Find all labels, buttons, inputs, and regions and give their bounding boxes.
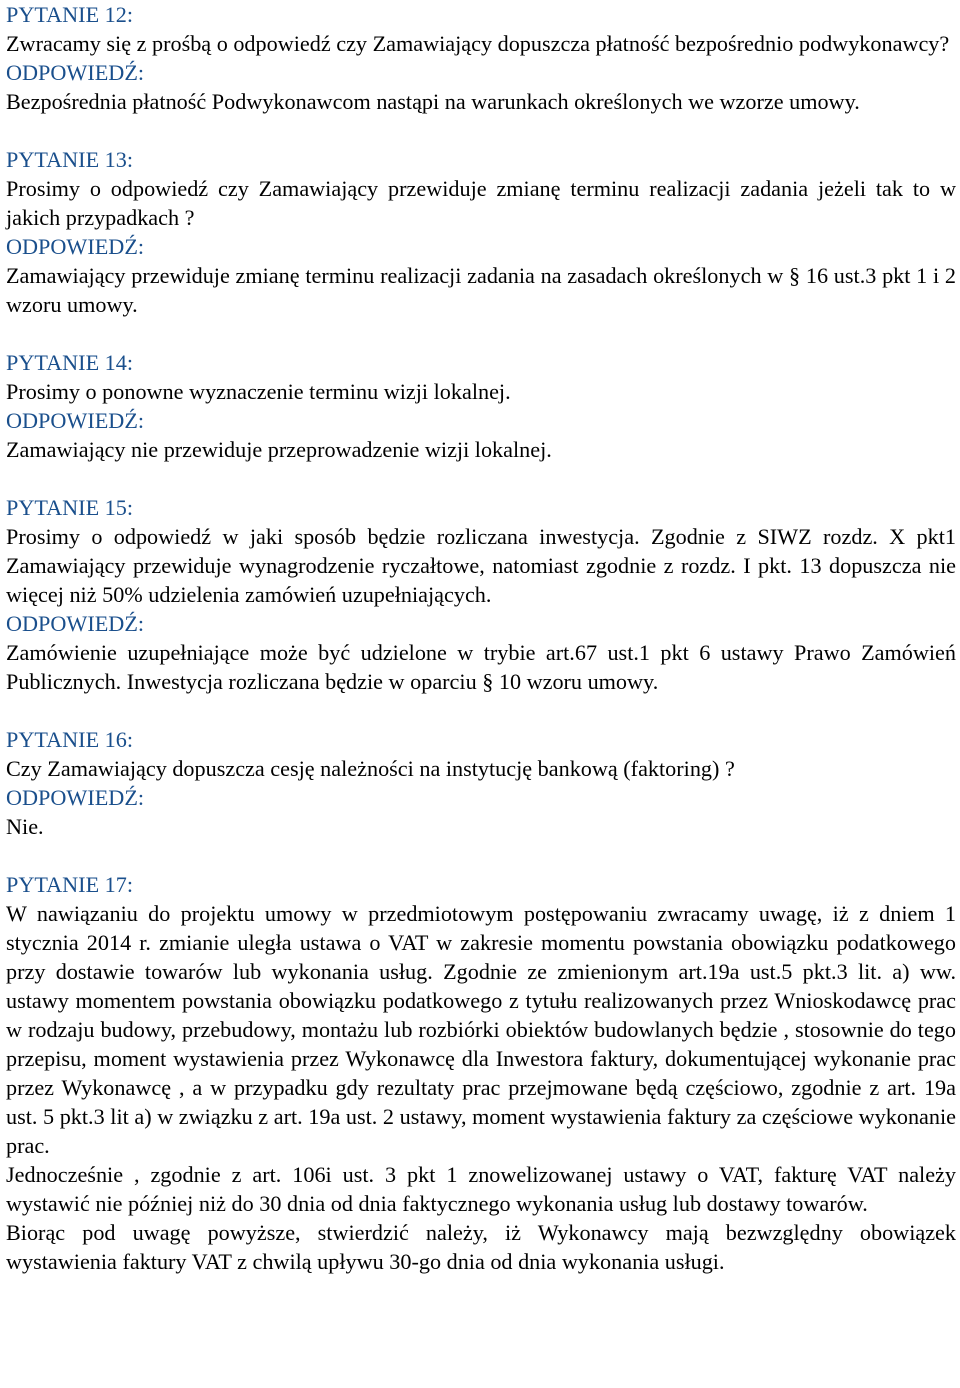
question-13-section	[6, 145, 956, 319]
question-15-section	[6, 493, 956, 696]
document-page	[6, 0, 956, 1276]
question-17-paragraph-2: Jednocześnie , zgodnie z art. 106i ust. 3 pkt 1 znowelizowanej ustawy o VAT, fakturę VAT należy wystawić nie później niż do 30 dnia od dnia faktycznego wykonania usług lub dostawy towarów.	[6, 1162, 956, 1216]
question-12-text: Zwracamy się z prośbą o odpowiedź czy Zamawiający dopuszcza płatność bezpośrednio podwykonawcy?	[6, 31, 950, 56]
question-16-section	[6, 725, 956, 841]
question-15-label: PYTANIE 15:	[6, 495, 134, 520]
answer-12-text: Bezpośrednia płatność Podwykonawcom nastąpi na warunkach określonych we wzorze umowy.	[6, 89, 860, 114]
question-13-label: PYTANIE 13:	[6, 147, 134, 172]
answer-14-label: ODPOWIEDŹ:	[6, 408, 145, 433]
question-14-label: PYTANIE 14:	[6, 350, 134, 375]
question-17-paragraph-1: W nawiązaniu do projektu umowy w przedmiotowym postępowaniu zwracamy uwagę, iż z dniem 1 stycznia 2014 r. zmianie uległa ustawa o VAT w zakresie momentu powstania obowiązku podatkowego przy dostawie towarów lub wykonania usług. Zgodnie ze zmienionym art.19a ust.5 pkt.3 lit. a) ww. ustawy momentem powstania obowiązku podatkowego z tytułu realizowanych przez Wnioskodawcę prac w rodzaju budowy, przebudowy, montażu lub rozbiórki obiektów budowlanych będzie , stosownie do tego przepisu, moment wystawienia przez Wykonawcę dla Inwestora faktury, dokumentującej wykonanie prac przez Wykonawcę , a w przypadku gdy rezultaty prac przejmowane będą częściowo, zgodnie z art. 19a ust. 5 pkt.3 lit a) w związku z art. 19a ust. 2 ustawy, moment wystawienia faktury za częściowe wykonanie prac.	[6, 901, 956, 1158]
question-12-section	[6, 0, 956, 116]
answer-14-text: Zamawiający nie przewiduje przeprowadzenie wizji lokalnej.	[6, 437, 552, 462]
question-14-text: Prosimy o ponowne wyznaczenie terminu wizji lokalnej.	[6, 379, 511, 404]
question-17-paragraph-3: Biorąc pod uwagę powyższe, stwierdzić należy, iż Wykonawcy mają bezwzględny obowiązek wystawienia faktury VAT z chwilą upływu 30-go dnia od dnia wykonania usługi.	[6, 1220, 956, 1274]
answer-13-label: ODPOWIEDŹ:	[6, 234, 145, 259]
question-15-text: Prosimy o odpowiedź w jaki sposób będzie rozliczana inwestycja. Zgodnie z SIWZ rozdz. X pkt1 Zamawiający przewiduje wynagrodzenie ryczałtowe, natomiast zgodnie z rozdz. I pkt. 13 dopuszcza nie więcej niż 50% udzielenia zamówień uzupełniających.	[6, 524, 956, 607]
question-12-label: PYTANIE 12:	[6, 2, 134, 27]
question-16-label: PYTANIE 16:	[6, 727, 134, 752]
answer-16-text: Nie.	[6, 814, 44, 839]
question-17-label: PYTANIE 17:	[6, 872, 134, 897]
answer-12-label: ODPOWIEDŹ:	[6, 60, 145, 85]
answer-15-text: Zamówienie uzupełniające może być udzielone w trybie art.67 ust.1 pkt 6 ustawy Prawo Zamówień Publicznych. Inwestycja rozliczana będzie w oparciu § 10 wzoru umowy.	[6, 640, 956, 694]
question-17-section	[6, 870, 956, 1276]
question-13-text: Prosimy o odpowiedź czy Zamawiający przewiduje zmianę terminu realizacji zadania jeżeli tak to w jakich przypadkach ?	[6, 176, 956, 230]
answer-16-label: ODPOWIEDŹ:	[6, 785, 145, 810]
question-16-text: Czy Zamawiający dopuszcza cesję należności na instytucję bankową (faktoring) ?	[6, 756, 735, 781]
answer-15-label: ODPOWIEDŹ:	[6, 611, 145, 636]
answer-13-text: Zamawiający przewiduje zmianę terminu realizacji zadania na zasadach określonych w § 16 ust.3 pkt 1 i 2 wzoru umowy.	[6, 263, 956, 317]
question-14-section	[6, 348, 956, 464]
